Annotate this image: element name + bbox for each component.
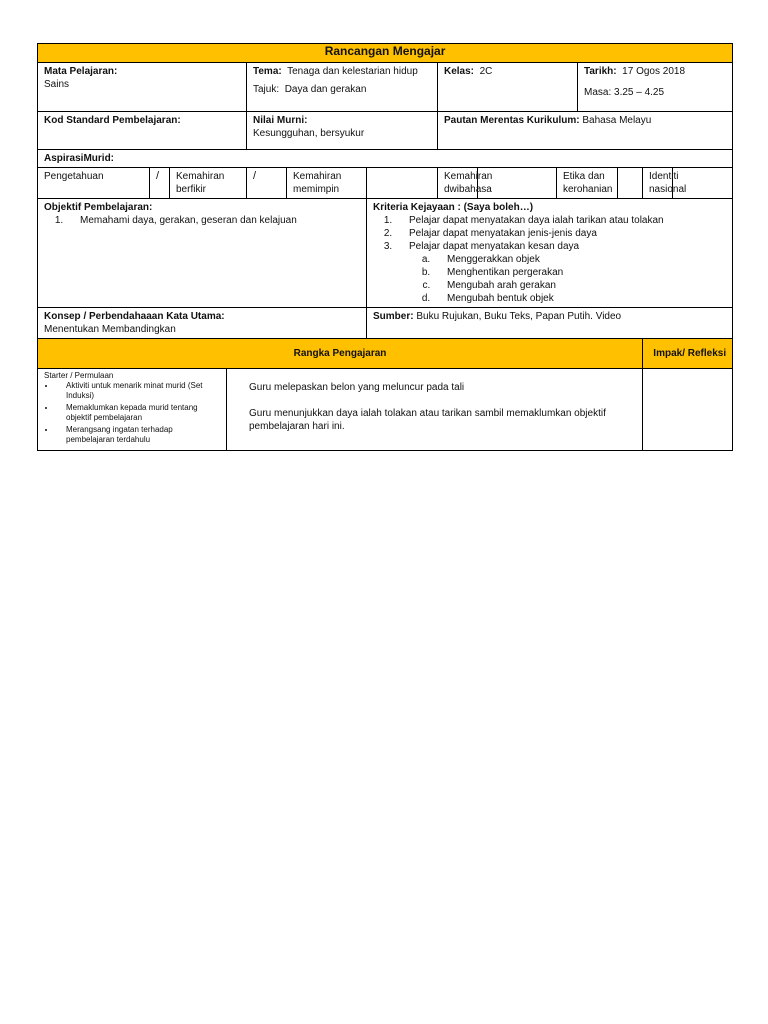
aspiration-item: Etika dan kerohanian [557,168,618,199]
starter-list [44,381,220,445]
impact-cell [643,369,733,451]
activity-text: Guru menunjukkan daya ialah tolakan atau tarikan sambil memaklumkan objektif pembelajaran hari ini. [249,408,606,432]
impact-header: Impak/ Refleksi [643,339,733,369]
criteria-subitem: c. Mengubah arah gerakan [433,279,726,292]
aspiration-item: Identiti nasional [643,168,673,199]
criteria-subitem: b. Menghentikan pergerakan [433,266,726,279]
aspiration-check: / [247,168,287,199]
aspiration-check [367,168,438,199]
aspiration-item: Kemahiran memimpin [287,168,367,199]
class-value: 2C [479,66,493,77]
values-label: Nilai Murni: [253,115,308,126]
date-value: 17 Ogos 2018 [622,66,685,77]
objectives-label: Objektif Pembelajaran: [44,202,153,213]
aspirations-label: AspirasiMurid: [38,150,733,168]
sources-label: Sumber: [373,311,414,322]
theme-label: Tema: [253,66,282,77]
criteria-label: Kriteria Kejayaan : (Saya boleh…) [373,202,534,213]
criteria-list [373,214,726,253]
topic-value: Daya dan gerakan [284,84,367,95]
starter-title: Starter / Permulaan [44,371,114,380]
criteria-cell [367,199,733,308]
activity-text: Guru melepaskan belon yang meluncur pada tali [249,382,465,393]
concept-label: Konsep / Perbendahaaan Kata Utama: [44,311,225,322]
subject-label: Mata Pelajaran: [44,66,118,77]
criteria-subitem: a. Menggerakkan objek [433,253,726,266]
lesson-plan-document [37,43,732,451]
crosscurr-label: Pautan Merentas Kurikulum: [444,115,580,126]
starter-item: • Merangsang ingatan terhadap pembelajaran terdahulu [56,425,220,445]
activity-cell [227,369,643,451]
standard-label: Kod Standard Pembelajaran: [44,115,181,126]
criteria-item: 1. Pelajar dapat menyatakan daya ialah tarikan atau tolakan [395,214,726,227]
concept-value: Menentukan Membandingkan [44,324,176,335]
starter-cell [38,369,227,451]
crosscurr-cell [438,112,733,150]
theme-cell [247,63,438,112]
class-cell [438,63,578,112]
date-label: Tarikh: [584,66,617,77]
starter-item: • Memaklumkan kepada murid tentang objektif pembelajaran [56,403,220,423]
topic-label: Tajuk: [253,84,280,95]
aspiration-item: Kemahiran dwibahasa [438,168,478,199]
aspiration-item: Pengetahuan [38,168,150,199]
criteria-sublist [373,253,726,305]
date-cell [578,63,733,112]
framework-header: Rangka Pengajaran [38,339,643,369]
objectives-list [44,214,360,227]
concept-cell [38,308,367,339]
crosscurr-value: Bahasa Melayu [582,115,652,126]
values-value: Kesungguhan, bersyukur [253,128,365,139]
starter-item: • Aktiviti untuk menarik minat murid (Set Induksi) [56,381,220,401]
aspiration-check: / [150,168,170,199]
criteria-item: 2. Pelajar dapat menyatakan jenis-jenis daya [395,227,726,240]
objectives-cell [38,199,367,308]
sources-value: Buku Rujukan, Buku Teks, Papan Putih. Video [416,311,622,322]
subject-value: Sains [44,79,70,90]
subject-cell [38,63,247,112]
aspiration-item: Kemahiran berfikir [170,168,247,199]
objective-item: 1. Memahami daya, gerakan, geseran dan kelajuan [66,214,360,227]
time-text: Masa: 3.25 – 4.25 [584,87,665,98]
theme-value: Tenaga dan kelestarian hidup [287,66,418,77]
class-label: Kelas: [444,66,475,77]
aspiration-check [618,168,643,199]
document-title: Rancangan Mengajar [38,44,733,63]
standard-cell [38,112,247,150]
criteria-subitem: d. Mengubah bentuk objek [433,292,726,305]
criteria-item: 3. Pelajar dapat menyatakan kesan daya [395,240,726,253]
values-cell [247,112,438,150]
lesson-plan-table [37,43,733,451]
sources-cell [367,308,733,339]
